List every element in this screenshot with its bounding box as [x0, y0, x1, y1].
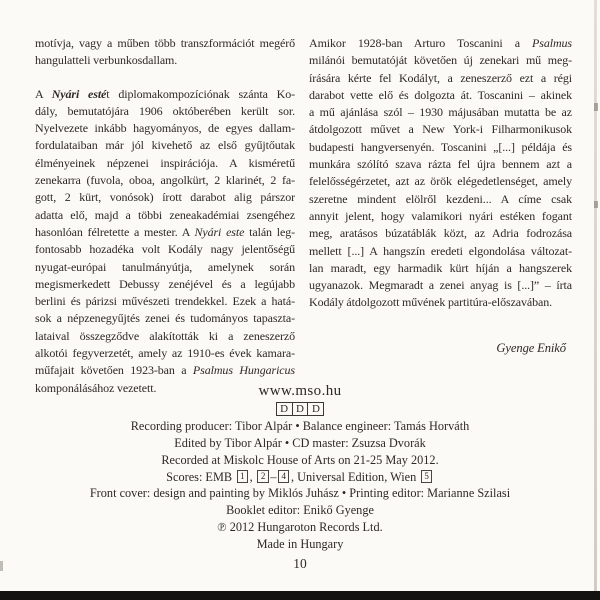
text-line: fontosabb hozadéka volt Kodály nagy jelentőségű [35, 242, 295, 257]
text-line: annyit jelent, hogy valamikori nyári estéken fogant [309, 208, 572, 223]
credits-block [0, 382, 600, 553]
text-line: komponálásához vezetett. [35, 380, 157, 395]
text-segment: Amikor 1928-ban Arturo Toscanini a [309, 36, 533, 50]
scan-artifact [0, 561, 3, 571]
paragraph-spacer [35, 70, 295, 86]
credit-line-edited-by: Edited by Tibor Alpár • CD master: Zsuzsa Dvorák [174, 435, 426, 450]
text-line: adatta elő, majd a többi zeneakadémiai zsengéhez [35, 207, 295, 222]
text-line: írására kérte fel Kodályt, a zeneszerző ezt a régi [309, 70, 572, 85]
page-edge-shadow [594, 0, 597, 591]
text-line [35, 224, 295, 241]
text-line: lataival összegződve alakították ki a zeneszerző [35, 328, 295, 343]
text-segment: , [249, 469, 256, 484]
work-title-emphasis: Nyári esté [51, 86, 107, 101]
text-line: nyugat-európai tanulmányútja, amelynek során [35, 259, 295, 274]
credit-line-phonogram: ℗ 2012 Hungaroton Records Ltd. [217, 520, 383, 535]
text-line: átdolgozott művet a New York-i Filharmonikusok [309, 122, 572, 137]
ddd-letter: D [293, 403, 309, 415]
text-line: motívja, vagy a műben több transzformációt megérő [35, 36, 295, 50]
text-line: Nyelvezete inkább hagyományos, de egyes dallam- [35, 121, 295, 136]
text-line: lan maradt, egy harmadik kürt híján a hangszerek [309, 260, 572, 275]
text-line: hangulatteli verbunkosdallam. [35, 53, 178, 68]
credit-line-recorded-at: Recorded at Miskolc House of Arts on 21-25 May 2012. [161, 452, 439, 467]
credit-line-booklet-editor: Booklet editor: Enikő Gyenge [226, 503, 374, 518]
text-segment: , Universal Edition, Wien [290, 469, 420, 484]
text-line: Kodály átdolgozott művének partitúra-előszavában. [309, 295, 553, 310]
text-line: fordulataiban már jól kivehető az első gyűjtőutak [35, 138, 295, 153]
text-line [35, 362, 295, 379]
text-line: munkára szólító szava rázta fel újra bennem azt a [309, 157, 572, 172]
text-segment: műfajait követően 1923-ban a [35, 363, 193, 378]
text-segment: t diplomakompozíciónak szánta Ko- [106, 86, 295, 101]
score-ref-box: 2 [257, 470, 269, 483]
credit-line-scores [0, 469, 600, 486]
score-ref-box: 5 [421, 470, 433, 483]
credit-line-front-cover: Front cover: design and painting by Miklós Juhász • Printing editor: Marianne Szilasi [89, 486, 511, 501]
text-line: a mű ajánlása szól – 1930 májusában mutatta be az [309, 105, 572, 120]
work-title-emphasis: Psalmus Hungaricus [192, 363, 296, 378]
text-segment: Scores: EMB [166, 469, 236, 484]
text-segment: A [35, 86, 52, 101]
text-line: gott, 2 kürt, vonósok) írott darabot alig párszor [35, 190, 295, 205]
text-line: berlini és párizsi művészeti trendekkel. Ezek a hatá- [35, 294, 295, 309]
text-line: élményeinek népzenei inspirációja. A kisméretű [35, 155, 295, 170]
author-signature: Gyenge Enikő [496, 340, 566, 355]
text-line: darabot vette elő és dolgozta át. Toscanini – akinek [309, 87, 572, 102]
bottom-scan-bar [0, 591, 600, 600]
ddd-letter: D [277, 403, 293, 415]
text-line: felelősségérzetet, azt az örök elégedetlenséget, amely [309, 174, 572, 189]
text-line: mellett [...] A hangszín eredeti elgondolása változat- [309, 243, 572, 258]
page-number: 10 [293, 556, 307, 571]
text-line: meg, aratásos búzatáblák közt, az Adria fodrozása [309, 226, 572, 241]
article-left-column [35, 35, 295, 397]
website-url: www.mso.hu [258, 383, 342, 399]
score-ref-box: 4 [278, 470, 290, 483]
text-line: ugyanazok. Megmaradt a zenei anyag is [...]” – írta [309, 278, 572, 293]
scan-artifact [594, 201, 598, 208]
text-line: szeretne mindent elölről kezdeni... A címe csak [309, 191, 572, 206]
text-segment: talán leg- [244, 224, 296, 239]
score-ref-box: 1 [237, 470, 249, 483]
text-line: milánói bemutatóját követően új zenekari mű meg- [309, 53, 572, 68]
ddd-logo-row [0, 401, 600, 418]
text-segment: – [270, 469, 277, 484]
text-line: alkotói fegyverzetét, amely az 1910-es évek kamara- [35, 346, 295, 361]
ddd-letter: D [311, 403, 320, 415]
text-line: sok a népzenegyűjtés zenei és tudományos tapaszta- [35, 311, 295, 326]
text-line: megismerkedett Debussy zenéjével és a legújabb [35, 276, 295, 291]
article-columns [35, 35, 572, 397]
work-title-emphasis: Nyári este [194, 224, 245, 239]
text-line: dály, bemutatójára 1906 októberében került sor. [35, 103, 295, 118]
credit-line-recording-producer: Recording producer: Tibor Alpár • Balance engineer: Tamás Horváth [130, 418, 470, 433]
scan-artifact [594, 103, 598, 111]
text-line: zenekarra (fuvola, oboa, angolkürt, 2 klarinét, 2 fa- [35, 173, 295, 188]
article-right-column [309, 35, 572, 397]
text-line [35, 86, 295, 103]
ddd-format-logo [276, 402, 325, 416]
credit-line-made-in: Made in Hungary [256, 537, 344, 552]
text-line: budapesti hangversenyén. Toscanini „[...] példája és [309, 139, 572, 154]
text-segment: hasonlóan félretette a mester. A [35, 224, 195, 239]
text-line [309, 35, 572, 52]
work-title-emphasis: Psalmus [532, 36, 572, 50]
